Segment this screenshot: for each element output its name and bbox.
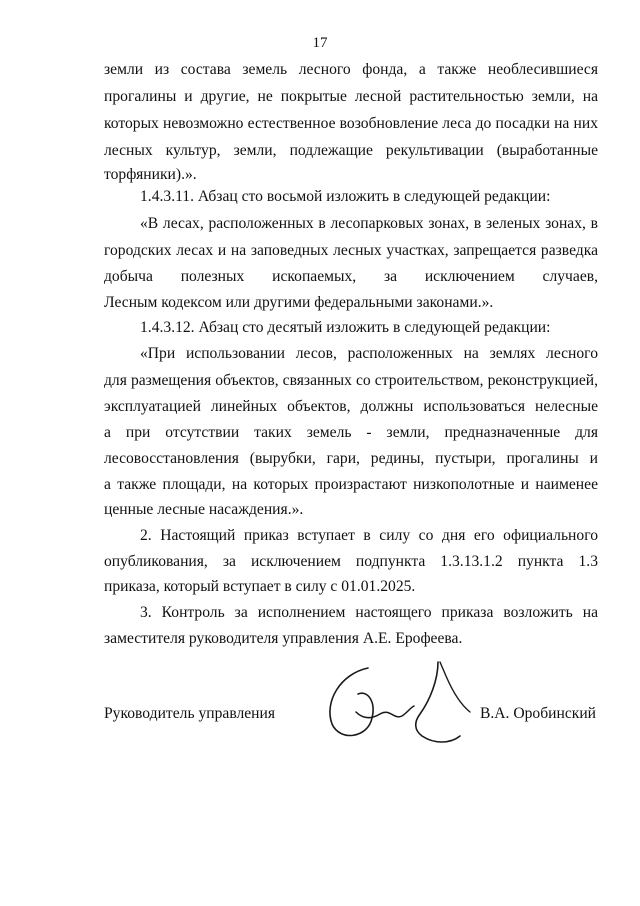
text-line: «При использовании лесов, расположенных на землях лесного bbox=[140, 345, 598, 362]
clause-heading: 1.4.3.11. Абзац сто восьмой изложить в следующей редакции: bbox=[140, 188, 551, 205]
signer-name: В.А. Оробинский bbox=[480, 705, 597, 722]
text-line: ценные лесные насаждения.». bbox=[104, 501, 304, 518]
handwritten-signature bbox=[310, 660, 480, 770]
text-line: добыча полезных ископаемых, за исключением случаев, bbox=[104, 268, 598, 285]
text-line: а при отсутствии таких земель - земли, предназначенные для bbox=[104, 424, 598, 441]
signer-position: Руководитель управления bbox=[104, 705, 276, 722]
text-line: эксплуатацией линейных объектов, должны использоваться нелесные bbox=[104, 398, 598, 415]
text-line: лесных культур, земли, подлежащие рекультивации (выработанные bbox=[104, 142, 598, 159]
text-line: которых невозможно естественное возобновление леса до посадки на них bbox=[104, 115, 598, 132]
text-line: а также площади, на которых произрастают низкополотные и наименее bbox=[104, 476, 598, 493]
page-number: 17 bbox=[312, 35, 328, 51]
text-line: торфяники).». bbox=[104, 166, 197, 183]
text-line: городских лесах и на заповедных лесных участках, запрещается разведка bbox=[104, 242, 598, 259]
text-line: прогалины и другие, не покрытые лесной растительностью земли, на bbox=[104, 88, 598, 105]
text-line: Лесным кодексом или другими федеральными законами.». bbox=[104, 294, 494, 311]
text-line: опубликования, за исключением подпункта 1.3.13.1.2 пункта 1.3 bbox=[104, 553, 598, 570]
text-line: для размещения объектов, связанных со строительством, реконструкцией, bbox=[104, 372, 598, 389]
text-line: приказа, который вступает в силу с 01.01.2025. bbox=[104, 578, 416, 595]
text-line: заместителя руководителя управления А.Е. Ерофеева. bbox=[104, 630, 463, 647]
text-line: «В лесах, расположенных в лесопарковых зонах, в зеленых зонах, в bbox=[140, 215, 598, 232]
text-line: 3. Контроль за исполнением настоящего приказа возложить на bbox=[140, 604, 598, 621]
text-line: 2. Настоящий приказ вступает в силу со дня его официального bbox=[140, 527, 598, 544]
text-line: земли из состава земель лесного фонда, а также необлесившиеся bbox=[104, 61, 598, 78]
text-line: лесовосстановления (вырубки, гари, редины, пустыри, прогалины и bbox=[104, 450, 598, 467]
clause-heading: 1.4.3.12. Абзац сто десятый изложить в следующей редакции: bbox=[140, 319, 551, 336]
